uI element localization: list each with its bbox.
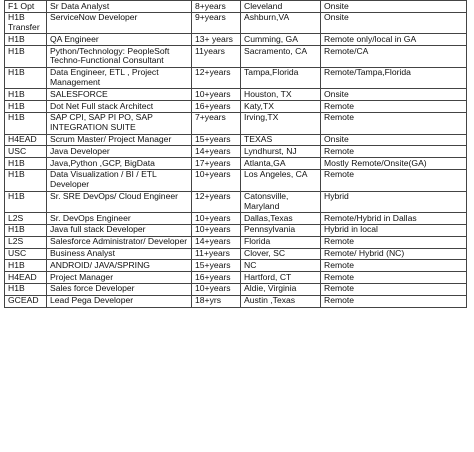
visa-cell: H4EAD — [5, 134, 47, 146]
table-row — [5, 1, 467, 13]
table-row — [5, 12, 467, 34]
location-cell: Sacramento, CA — [241, 46, 321, 68]
experience-cell: 13+ years — [192, 34, 241, 46]
experience-cell: 11+years — [192, 248, 241, 260]
work-mode-cell: Remote only/local in GA — [321, 34, 467, 46]
visa-cell: L2S — [5, 213, 47, 225]
role-cell: SAP CPI, SAP PI PO, SAP INTEGRATION SUITE — [47, 112, 192, 134]
table-row — [5, 248, 467, 260]
work-mode-cell: Remote/Hybrid in Dallas — [321, 213, 467, 225]
role-cell: Sales force Developer — [47, 283, 192, 295]
table-row — [5, 213, 467, 225]
location-cell: TEXAS — [241, 134, 321, 146]
experience-cell: 16+years — [192, 272, 241, 284]
experience-cell: 14+years — [192, 236, 241, 248]
role-cell: Sr. DevOps Engineer — [47, 213, 192, 225]
visa-cell: H1B — [5, 67, 47, 89]
work-mode-cell: Onsite — [321, 12, 467, 34]
table-row — [5, 260, 467, 272]
candidate-table-body — [5, 1, 467, 308]
role-cell: Dot Net Full stack Architect — [47, 101, 192, 113]
visa-cell: GCEAD — [5, 295, 47, 307]
work-mode-cell: Hybrid in local — [321, 224, 467, 236]
work-mode-cell: Onsite — [321, 89, 467, 101]
table-row — [5, 67, 467, 89]
role-cell: QA Engineer — [47, 34, 192, 46]
table-row — [5, 146, 467, 158]
work-mode-cell: Mostly Remote/Onsite(GA) — [321, 158, 467, 170]
table-row — [5, 101, 467, 113]
table-row — [5, 224, 467, 236]
table-row — [5, 46, 467, 68]
table-row — [5, 283, 467, 295]
table-row — [5, 112, 467, 134]
work-mode-cell: Remote — [321, 260, 467, 272]
role-cell: Sr. SRE DevOps/ Cloud Engineer — [47, 191, 192, 213]
experience-cell: 10+years — [192, 224, 241, 236]
visa-cell: USC — [5, 146, 47, 158]
visa-cell: H1B — [5, 224, 47, 236]
role-cell: SALESFORCE — [47, 89, 192, 101]
role-cell: Data Engineer, ETL , Project Management — [47, 67, 192, 89]
role-cell: Lead Pega Developer — [47, 295, 192, 307]
visa-cell: H1B — [5, 34, 47, 46]
experience-cell: 15+years — [192, 134, 241, 146]
location-cell: Los Angeles, CA — [241, 169, 321, 191]
candidate-table — [4, 0, 467, 308]
role-cell: Sr Data Analyst — [47, 1, 192, 13]
work-mode-cell: Remote — [321, 236, 467, 248]
experience-cell: 14+years — [192, 146, 241, 158]
experience-cell: 16+years — [192, 101, 241, 113]
work-mode-cell: Remote/Tampa,Florida — [321, 67, 467, 89]
work-mode-cell: Remote/CA — [321, 46, 467, 68]
location-cell: Dallas,Texas — [241, 213, 321, 225]
experience-cell: 9+years — [192, 12, 241, 34]
location-cell: Clover, SC — [241, 248, 321, 260]
location-cell: Lyndhurst, NJ — [241, 146, 321, 158]
table-row — [5, 89, 467, 101]
experience-cell: 10+years — [192, 283, 241, 295]
work-mode-cell: Remote — [321, 146, 467, 158]
work-mode-cell: Remote — [321, 169, 467, 191]
role-cell: Business Analyst — [47, 248, 192, 260]
visa-cell: H1B Transfer — [5, 12, 47, 34]
location-cell: Ashburn,VA — [241, 12, 321, 34]
visa-cell: H1B — [5, 158, 47, 170]
experience-cell: 18+yrs — [192, 295, 241, 307]
table-row — [5, 191, 467, 213]
experience-cell: 10+years — [192, 89, 241, 101]
role-cell: Salesforce Administrator/ Developer — [47, 236, 192, 248]
role-cell: ANDROID/ JAVA/SPRING — [47, 260, 192, 272]
work-mode-cell: Onsite — [321, 134, 467, 146]
location-cell: Florida — [241, 236, 321, 248]
experience-cell: 8+years — [192, 1, 241, 13]
visa-cell: H1B — [5, 169, 47, 191]
location-cell: Atlanta,GA — [241, 158, 321, 170]
visa-cell: H1B — [5, 191, 47, 213]
experience-cell: 12+years — [192, 191, 241, 213]
role-cell: ServiceNow Developer — [47, 12, 192, 34]
visa-cell: H1B — [5, 101, 47, 113]
work-mode-cell: Remote — [321, 283, 467, 295]
role-cell: Java Developer — [47, 146, 192, 158]
table-row — [5, 295, 467, 307]
experience-cell: 15+years — [192, 260, 241, 272]
visa-cell: H1B — [5, 260, 47, 272]
location-cell: Aldie, Virginia — [241, 283, 321, 295]
experience-cell: 10+years — [192, 169, 241, 191]
visa-cell: H1B — [5, 89, 47, 101]
work-mode-cell: Hybrid — [321, 191, 467, 213]
table-row — [5, 34, 467, 46]
role-cell: Data Visualization / BI / ETL Developer — [47, 169, 192, 191]
visa-cell: H1B — [5, 283, 47, 295]
visa-cell: H1B — [5, 112, 47, 134]
work-mode-cell: Onsite — [321, 1, 467, 13]
candidate-table-container — [4, 0, 466, 308]
location-cell: Pennsylvania — [241, 224, 321, 236]
visa-cell: L2S — [5, 236, 47, 248]
experience-cell: 17+years — [192, 158, 241, 170]
location-cell: Catonsville, Maryland — [241, 191, 321, 213]
work-mode-cell: Remote — [321, 112, 467, 134]
role-cell: Java,Python ,GCP, BigData — [47, 158, 192, 170]
location-cell: Tampa,Florida — [241, 67, 321, 89]
table-row — [5, 236, 467, 248]
work-mode-cell: Remote — [321, 272, 467, 284]
experience-cell: 12+years — [192, 67, 241, 89]
experience-cell: 7+years — [192, 112, 241, 134]
experience-cell: 10+years — [192, 213, 241, 225]
location-cell: Houston, TX — [241, 89, 321, 101]
experience-cell: 11years — [192, 46, 241, 68]
visa-cell: USC — [5, 248, 47, 260]
table-row — [5, 169, 467, 191]
role-cell: Python/Technology: PeopleSoft Techno-Functional Consultant — [47, 46, 192, 68]
work-mode-cell: Remote — [321, 295, 467, 307]
work-mode-cell: Remote — [321, 101, 467, 113]
visa-cell: H1B — [5, 46, 47, 68]
location-cell: Cumming, GA — [241, 34, 321, 46]
role-cell: Scrum Master/ Project Manager — [47, 134, 192, 146]
role-cell: Project Manager — [47, 272, 192, 284]
table-row — [5, 272, 467, 284]
visa-cell: H4EAD — [5, 272, 47, 284]
location-cell: Irving,TX — [241, 112, 321, 134]
location-cell: Cleveland — [241, 1, 321, 13]
role-cell: Java full stack Developer — [47, 224, 192, 236]
table-row — [5, 158, 467, 170]
table-row — [5, 134, 467, 146]
location-cell: Austin ,Texas — [241, 295, 321, 307]
work-mode-cell: Remote/ Hybrid (NC) — [321, 248, 467, 260]
visa-cell: F1 Opt — [5, 1, 47, 13]
location-cell: Hartford, CT — [241, 272, 321, 284]
location-cell: Katy,TX — [241, 101, 321, 113]
location-cell: NC — [241, 260, 321, 272]
